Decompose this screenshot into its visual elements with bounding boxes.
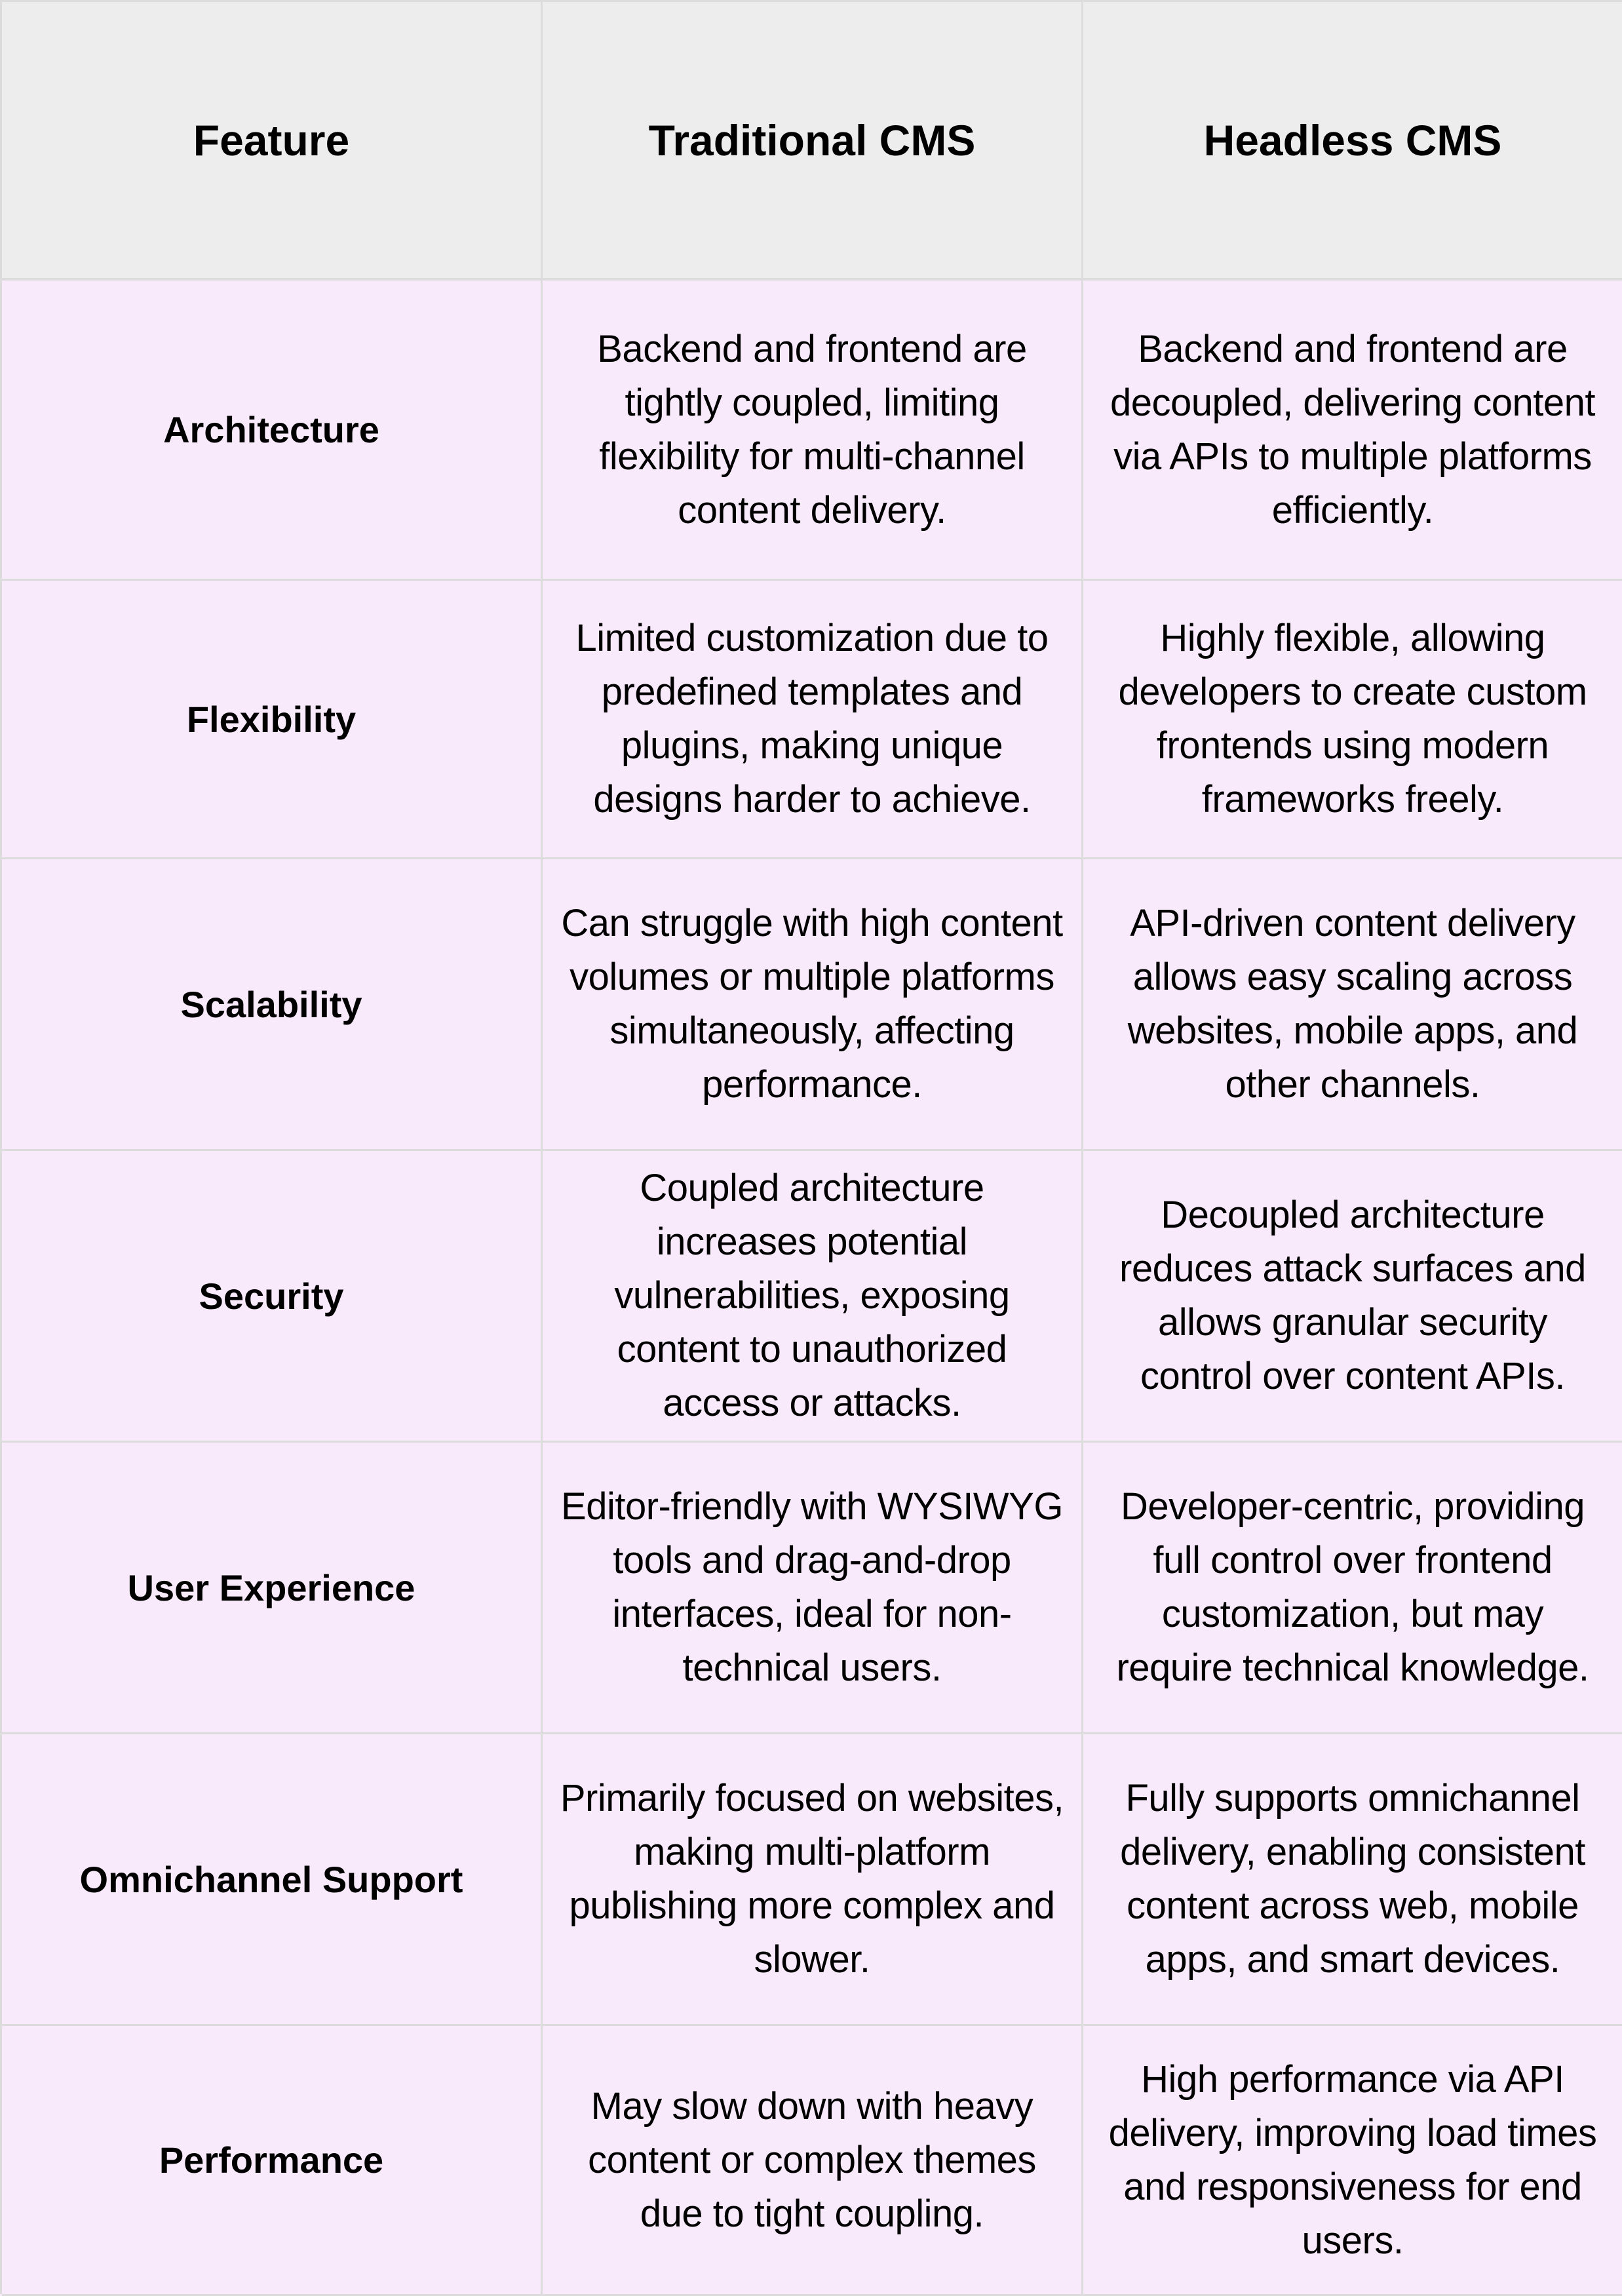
feature-security: Security bbox=[2, 1151, 543, 1443]
header-traditional-cms: Traditional CMS bbox=[543, 2, 1083, 281]
header-headless-cms: Headless CMS bbox=[1083, 2, 1622, 281]
headless-architecture: Backend and frontend are decoupled, delivering content via APIs to multiple platforms efficiently. bbox=[1083, 281, 1622, 581]
traditional-architecture: Backend and frontend are tightly coupled, limiting flexibility for multi-channel content delivery. bbox=[543, 281, 1083, 581]
traditional-user-experience: Editor-friendly with WYSIWYG tools and drag-and-drop interfaces, ideal for non-technical users. bbox=[543, 1443, 1083, 1734]
feature-scalability: Scalability bbox=[2, 859, 543, 1151]
headless-flexibility: Highly flexible, allowing developers to create custom frontends using modern frameworks freely. bbox=[1083, 581, 1622, 859]
header-feature: Feature bbox=[2, 2, 543, 281]
traditional-omnichannel-support: Primarily focused on websites, making multi-platform publishing more complex and slower. bbox=[543, 1734, 1083, 2026]
traditional-performance: May slow down with heavy content or complex themes due to tight coupling. bbox=[543, 2026, 1083, 2296]
headless-omnichannel-support: Fully supports omnichannel delivery, enabling consistent content across web, mobile apps, and smart devices. bbox=[1083, 1734, 1622, 2026]
traditional-security: Coupled architecture increases potential vulnerabilities, exposing content to unauthorized access or attacks. bbox=[543, 1151, 1083, 1443]
headless-performance: High performance via API delivery, improving load times and responsiveness for end users. bbox=[1083, 2026, 1622, 2296]
headless-security: Decoupled architecture reduces attack surfaces and allows granular security control over content APIs. bbox=[1083, 1151, 1622, 1443]
feature-performance: Performance bbox=[2, 2026, 543, 2296]
feature-omnichannel-support: Omnichannel Support bbox=[2, 1734, 543, 2026]
headless-scalability: API-driven content delivery allows easy scaling across websites, mobile apps, and other channels. bbox=[1083, 859, 1622, 1151]
feature-flexibility: Flexibility bbox=[2, 581, 543, 859]
traditional-scalability: Can struggle with high content volumes or multiple platforms simultaneously, affecting performance. bbox=[543, 859, 1083, 1151]
feature-user-experience: User Experience bbox=[2, 1443, 543, 1734]
traditional-flexibility: Limited customization due to predefined templates and plugins, making unique designs harder to achieve. bbox=[543, 581, 1083, 859]
headless-user-experience: Developer-centric, providing full control over frontend customization, but may require technical knowledge. bbox=[1083, 1443, 1622, 1734]
feature-architecture: Architecture bbox=[2, 281, 543, 581]
